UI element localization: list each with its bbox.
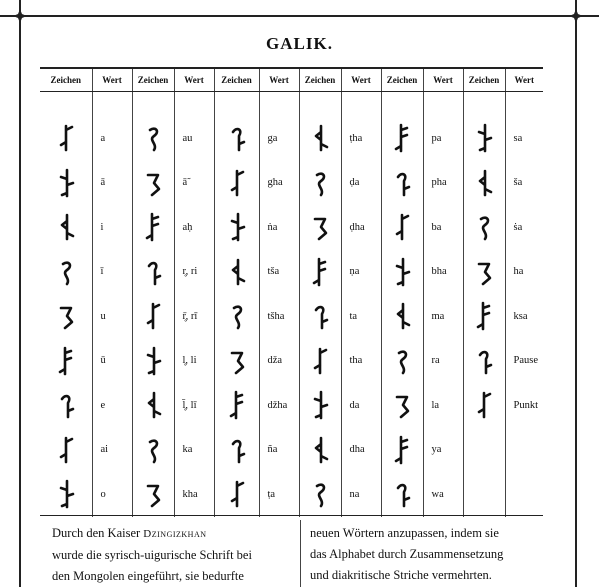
table-header-row: [40, 68, 543, 92]
paragraph-line: und diakritische Striche vermehrten.: [310, 568, 492, 582]
value-cell: [505, 472, 543, 517]
galik-letter-icon: [53, 434, 79, 466]
value-cell: ña: [259, 428, 299, 473]
sign-cell: [40, 250, 92, 295]
sign-cell: [132, 250, 174, 295]
frame-left-rule: [19, 0, 21, 587]
value-cell: ta: [341, 294, 381, 339]
value-cell: ṇa: [341, 250, 381, 295]
header-wert: Wert: [505, 68, 543, 92]
value-cell: ai: [92, 428, 132, 473]
value-cell: pha: [423, 161, 463, 206]
galik-letter-icon: [140, 434, 166, 466]
galik-letter-icon: [307, 345, 333, 377]
value-cell: dža: [259, 339, 299, 384]
value-cell: ksa: [505, 294, 543, 339]
value-cell: i: [92, 205, 132, 250]
galik-letter-icon: [389, 256, 415, 288]
sign-cell: [381, 250, 423, 295]
galik-letter-icon: [389, 300, 415, 332]
sign-cell: [40, 428, 92, 473]
paragraph-line: wurde die syrisch-uigurische Schrift bei: [52, 548, 252, 562]
value-cell: ma: [423, 294, 463, 339]
value-cell: Punkt: [505, 383, 543, 428]
galik-letter-icon: [471, 300, 497, 332]
galik-letter-icon: [471, 256, 497, 288]
value-cell: ga: [259, 116, 299, 161]
sign-cell: [40, 205, 92, 250]
sign-cell: [463, 428, 505, 473]
paragraph-line: den Mongolen eingeführt, sie bedurfte: [52, 569, 244, 583]
sign-cell: [132, 116, 174, 161]
galik-letter-icon: [307, 300, 333, 332]
galik-letter-icon: [224, 122, 250, 154]
galik-letter-icon: [224, 211, 250, 243]
galik-letter-icon: [140, 345, 166, 377]
galik-letter-icon: [389, 211, 415, 243]
header-wert: Wert: [92, 68, 132, 92]
paragraph-left-column: [52, 523, 290, 587]
sign-cell: [463, 116, 505, 161]
galik-letter-icon: [471, 122, 497, 154]
sign-cell: [381, 116, 423, 161]
value-cell: au: [174, 116, 214, 161]
value-cell: l̥, li: [174, 339, 214, 384]
table-row: [40, 294, 543, 339]
sign-cell: [132, 205, 174, 250]
value-cell: o: [92, 472, 132, 517]
sign-cell: [381, 161, 423, 206]
sign-cell: [132, 161, 174, 206]
paragraph-line: Durch den Kaiser: [52, 526, 144, 540]
value-cell: tša: [259, 250, 299, 295]
sign-cell: [463, 294, 505, 339]
frame-ornament-icon: [13, 9, 27, 23]
header-zeichen: Zeichen: [299, 68, 341, 92]
galik-letter-icon: [53, 389, 79, 421]
value-cell: ā: [92, 161, 132, 206]
galik-letter-icon: [307, 434, 333, 466]
value-cell: tšha: [259, 294, 299, 339]
galik-letter-icon: [53, 122, 79, 154]
value-cell: Pause: [505, 339, 543, 384]
galik-letter-icon: [307, 167, 333, 199]
value-cell: ū: [92, 339, 132, 384]
value-cell: wa: [423, 472, 463, 517]
value-cell: l̥̄, lī: [174, 383, 214, 428]
galik-letter-icon: [140, 167, 166, 199]
galik-letter-icon: [53, 478, 79, 510]
value-cell: ḍa: [341, 161, 381, 206]
paragraph-line: das Alphabet durch Zusammensetzung: [310, 547, 504, 561]
value-cell: ha: [505, 250, 543, 295]
frame-ornament-icon: [569, 9, 583, 23]
sign-cell: [463, 339, 505, 384]
galik-letter-icon: [224, 256, 250, 288]
table-bottom-rule: [40, 515, 543, 516]
value-cell: [505, 428, 543, 473]
value-cell: ka: [174, 428, 214, 473]
sign-cell: [214, 428, 259, 473]
sign-cell: [381, 472, 423, 517]
header-wert: Wert: [341, 68, 381, 92]
sign-cell: [40, 383, 92, 428]
sign-cell: [299, 205, 341, 250]
value-cell: džha: [259, 383, 299, 428]
value-cell: gha: [259, 161, 299, 206]
frame-top-rule: [0, 15, 599, 17]
galik-letter-icon: [307, 122, 333, 154]
table-row: [40, 161, 543, 206]
sign-cell: [463, 161, 505, 206]
value-cell: dha: [341, 428, 381, 473]
page-title: GALIK.: [266, 34, 333, 53]
value-cell: ā̃: [174, 161, 214, 206]
header-zeichen: Zeichen: [40, 68, 92, 92]
value-cell: ḍha: [341, 205, 381, 250]
value-cell: a: [92, 116, 132, 161]
sign-cell: [132, 428, 174, 473]
sign-cell: [299, 250, 341, 295]
sign-cell: [214, 250, 259, 295]
sign-cell: [214, 294, 259, 339]
galik-letter-icon: [53, 300, 79, 332]
value-cell: r̥̄, rī: [174, 294, 214, 339]
paragraph-right-column: [310, 523, 542, 586]
galik-letter-icon: [224, 167, 250, 199]
sign-cell: [299, 339, 341, 384]
sign-cell: [132, 472, 174, 517]
sign-cell: [40, 339, 92, 384]
sign-cell: [463, 250, 505, 295]
galik-letter-icon: [389, 167, 415, 199]
value-cell: aḥ: [174, 205, 214, 250]
sign-cell: [214, 161, 259, 206]
sign-cell: [214, 472, 259, 517]
table-row: [40, 339, 543, 384]
header-wert: Wert: [423, 68, 463, 92]
galik-letter-icon: [307, 256, 333, 288]
value-cell: ba: [423, 205, 463, 250]
sign-cell: [132, 383, 174, 428]
header-zeichen: Zeichen: [463, 68, 505, 92]
value-cell: ṭha: [341, 116, 381, 161]
galik-alphabet-table: [40, 67, 543, 517]
galik-letter-icon: [224, 300, 250, 332]
galik-letter-icon: [224, 478, 250, 510]
value-cell: ṅa: [259, 205, 299, 250]
table-spacer-row: [40, 92, 543, 117]
table-row: [40, 205, 543, 250]
sign-cell: [132, 339, 174, 384]
sign-cell: [463, 383, 505, 428]
sign-cell: [214, 339, 259, 384]
galik-letter-icon: [53, 256, 79, 288]
sign-cell: [40, 116, 92, 161]
galik-letter-icon: [471, 211, 497, 243]
header-zeichen: Zeichen: [214, 68, 259, 92]
header-wert: Wert: [259, 68, 299, 92]
sign-cell: [299, 116, 341, 161]
sign-cell: [299, 161, 341, 206]
table-row: [40, 428, 543, 473]
galik-letter-icon: [307, 211, 333, 243]
value-cell: bha: [423, 250, 463, 295]
galik-letter-icon: [224, 345, 250, 377]
value-cell: r̥, ri: [174, 250, 214, 295]
galik-letter-icon: [140, 300, 166, 332]
sign-cell: [381, 294, 423, 339]
galik-letter-icon: [140, 389, 166, 421]
sign-cell: [40, 161, 92, 206]
galik-letter-icon: [140, 211, 166, 243]
emperor-name: Dzingizkhan: [143, 528, 207, 540]
value-cell: na: [341, 472, 381, 517]
sign-cell: [381, 383, 423, 428]
value-cell: da: [341, 383, 381, 428]
value-cell: e: [92, 383, 132, 428]
sign-cell: [299, 428, 341, 473]
table-row: [40, 250, 543, 295]
galik-letter-icon: [471, 167, 497, 199]
value-cell: ra: [423, 339, 463, 384]
table-row: [40, 116, 543, 161]
header-zeichen: Zeichen: [381, 68, 423, 92]
galik-letter-icon: [471, 389, 497, 421]
table-row: [40, 383, 543, 428]
paragraph-line: neuen Wörtern anzupassen, indem sie: [310, 526, 499, 540]
galik-letter-icon: [389, 478, 415, 510]
header-zeichen: Zeichen: [132, 68, 174, 92]
sign-cell: [214, 383, 259, 428]
galik-letter-icon: [389, 122, 415, 154]
galik-letter-icon: [307, 478, 333, 510]
column-separator: [300, 520, 301, 587]
galik-letter-icon: [140, 122, 166, 154]
galik-letter-icon: [224, 434, 250, 466]
frame-right-rule: [575, 0, 577, 587]
value-cell: pa: [423, 116, 463, 161]
value-cell: la: [423, 383, 463, 428]
value-cell: ī: [92, 250, 132, 295]
galik-letter-icon: [53, 345, 79, 377]
galik-letter-icon: [307, 389, 333, 421]
value-cell: u: [92, 294, 132, 339]
galik-letter-icon: [53, 211, 79, 243]
value-cell: ya: [423, 428, 463, 473]
galik-letter-icon: [140, 478, 166, 510]
sign-cell: [381, 205, 423, 250]
sign-cell: [299, 294, 341, 339]
galik-letter-icon: [140, 256, 166, 288]
galik-letter-icon: [389, 389, 415, 421]
sign-cell: [463, 472, 505, 517]
sign-cell: [40, 294, 92, 339]
galik-letter-icon: [471, 345, 497, 377]
value-cell: kha: [174, 472, 214, 517]
sign-cell: [299, 472, 341, 517]
value-cell: ṡa: [505, 205, 543, 250]
value-cell: ša: [505, 161, 543, 206]
sign-cell: [132, 294, 174, 339]
value-cell: tha: [341, 339, 381, 384]
value-cell: sa: [505, 116, 543, 161]
value-cell: ṭa: [259, 472, 299, 517]
sign-cell: [214, 205, 259, 250]
table-row: [40, 472, 543, 517]
galik-letter-icon: [389, 434, 415, 466]
sign-cell: [381, 428, 423, 473]
header-wert: Wert: [174, 68, 214, 92]
galik-letter-icon: [389, 345, 415, 377]
sign-cell: [40, 472, 92, 517]
sign-cell: [463, 205, 505, 250]
sign-cell: [299, 383, 341, 428]
sign-cell: [381, 339, 423, 384]
galik-letter-icon: [53, 167, 79, 199]
galik-letter-icon: [224, 389, 250, 421]
sign-cell: [214, 116, 259, 161]
